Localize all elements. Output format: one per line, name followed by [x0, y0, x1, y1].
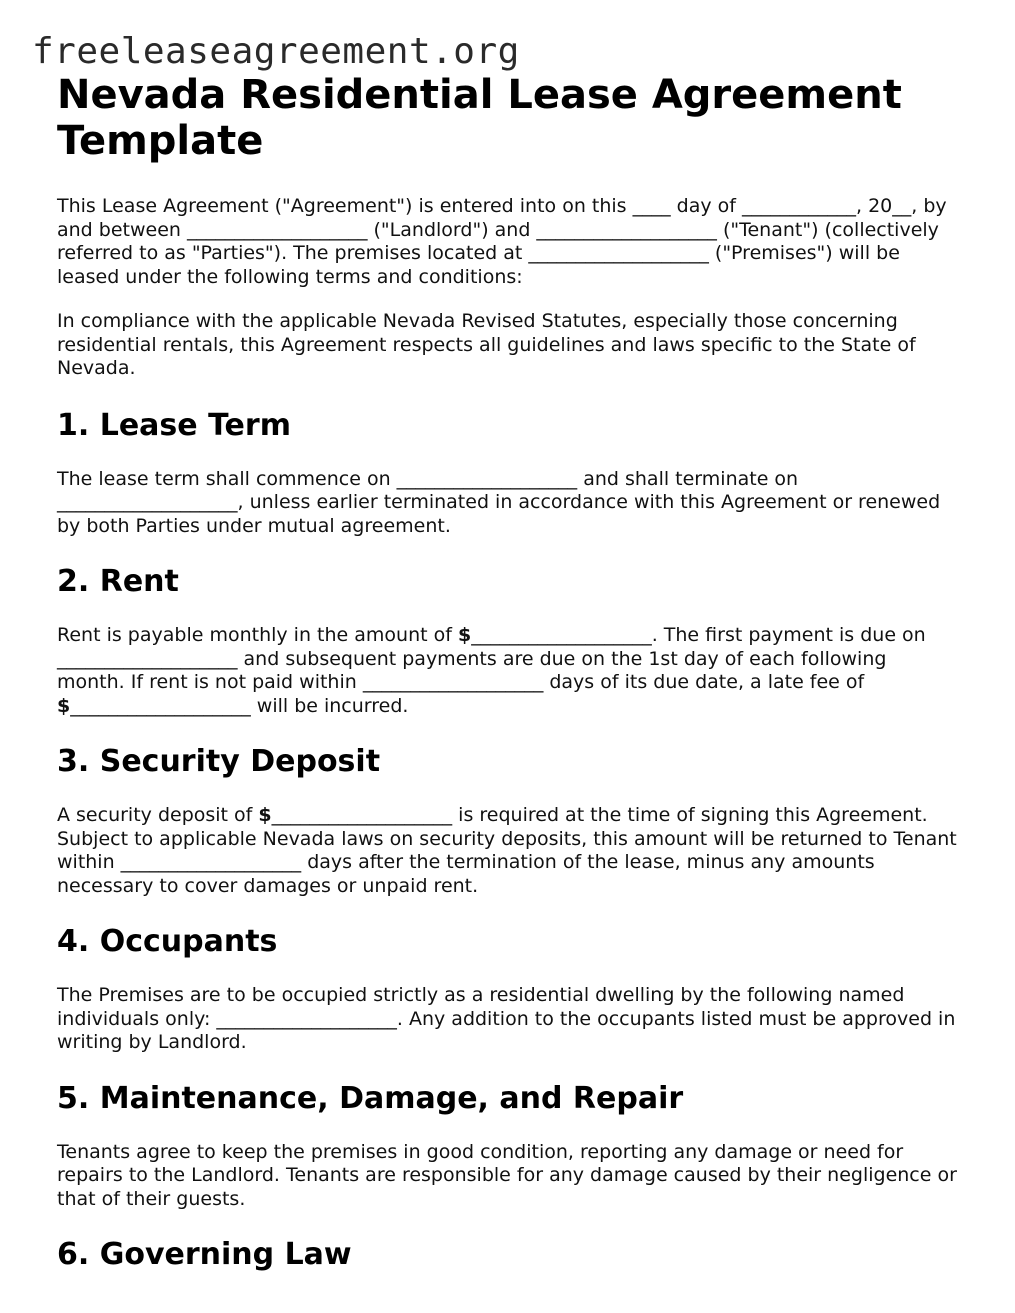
currency-symbol: $	[457, 624, 472, 646]
section-heading-governing-law: 6. Governing Law	[57, 1237, 352, 1272]
intro-paragraph: This Lease Agreement ("Agreement") is entered into on this ____ day of ____________, 20__, by and between ___________________ ("Landlord") and ___________________ ("Tenant") (collectively referred to as "Parties"). The premises located at ___________________ ("Premises") will be leased under the following terms and conditions:	[57, 195, 947, 288]
section-heading-lease-term: 1. Lease Term	[57, 407, 291, 443]
currency-symbol: $	[258, 804, 272, 826]
compliance-paragraph: In compliance with the applicable Nevada Revised Statutes, especially those concerning residential rentals, this Agreement respects all guidelines and laws specific to the State of Nevada.	[57, 310, 916, 379]
section-heading-occupants: 4. Occupants	[57, 924, 278, 959]
section-heading-rent: 2. Rent	[57, 564, 179, 599]
document-title: Nevada Residential Lease Agreement Template	[57, 72, 902, 164]
watermark: freeleaseagreement.org	[32, 31, 520, 72]
document	[57, 72, 957, 1273]
section-heading-security-deposit: 3. Security Deposit	[57, 744, 381, 779]
currency-symbol: $	[57, 694, 71, 717]
section-body-rent: Rent is payable monthly in the amount of $___________________. The first payment is due on ___________________ and subsequent payments are due on the 1st day of each following month. If rent is not paid within ___________________ days of its due date, a late fee of $___________________ will be incurred.	[57, 624, 926, 717]
section-body-lease-term: The lease term shall commence on ___________________ and shall terminate on ___________________, unless earlier terminated in accordance with this Agreement or renewed by both Parties under mutual agreement.	[57, 467, 941, 537]
section-body-maintenance: Tenants agree to keep the premises in good condition, reporting any damage or need for repairs to the Landlord. Tenants are responsible for any damage caused by their negligence or that of their guests.	[57, 1140, 957, 1210]
section-heading-maintenance: 5. Maintenance, Damage, and Repair	[57, 1080, 684, 1116]
section-body-security-deposit: A security deposit of $___________________ is required at the time of signing this Agreement. Subject to applicable Nevada laws on security deposits, this amount will be returned to Tenant within ___________________ days after the termination of the lease, minus any amounts necessary to cover damages or unpaid rent.	[57, 804, 957, 897]
section-body-occupants: The Premises are to be occupied strictly as a residential dwelling by the following named individuals only: ___________________. Any addition to the occupants listed must be approved in writing by Landlord.	[57, 984, 956, 1053]
